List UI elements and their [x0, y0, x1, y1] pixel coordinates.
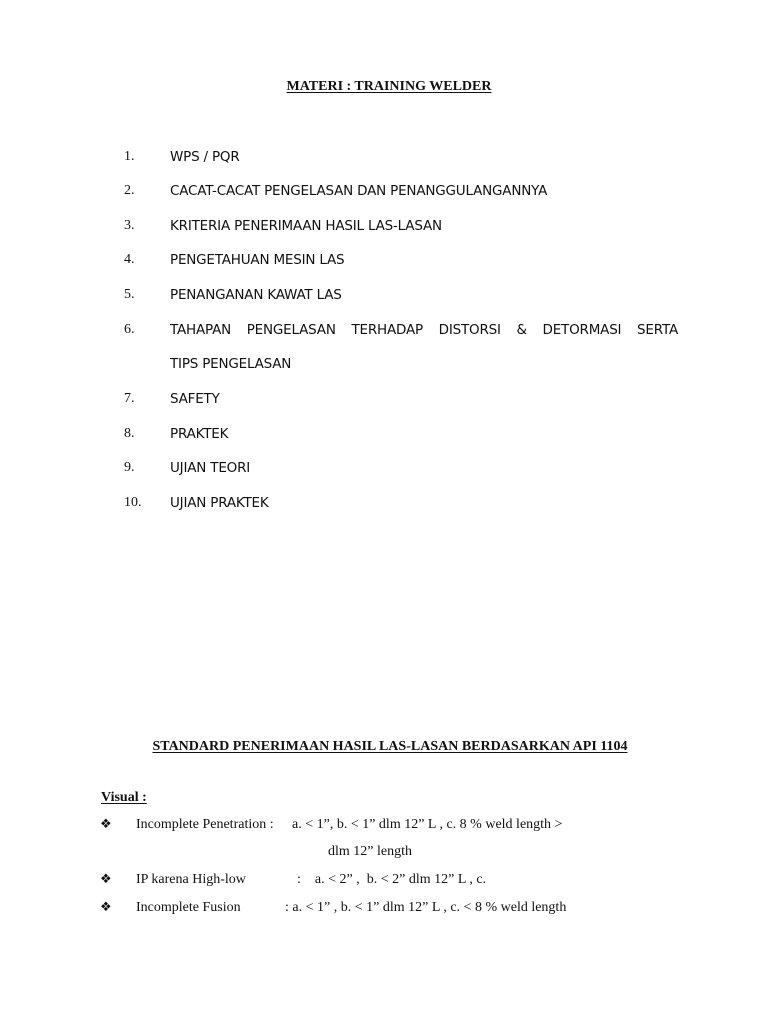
list-item — [0, 322, 768, 342]
criteria-value: a. < 1”, b. < 1” dlm 12” L , c. 8 % weld length > — [292, 817, 563, 832]
list-item-number: 7. — [124, 391, 135, 406]
criteria-value: : a. < 1” , b. < 1” dlm 12” L , c. < 8 % weld length — [285, 900, 567, 915]
criteria-item — [0, 900, 768, 920]
list-item-text: PENANGANAN KAWAT LAS — [170, 287, 342, 303]
list-item-text: UJIAN TEORI — [170, 460, 251, 476]
list-item-number: 3. — [124, 218, 135, 233]
list-item-number: 9. — [124, 460, 135, 475]
list-item-text: SAFETY — [170, 391, 220, 407]
list-item — [0, 287, 768, 307]
section-title: STANDARD PENERIMAAN HASIL LAS-LASAN BERDASARKAN API 1104 — [152, 739, 628, 754]
criteria-label: Incomplete Penetration : — [136, 817, 274, 832]
list-item-number: 4. — [124, 252, 135, 267]
list-item — [0, 149, 768, 169]
list-item — [0, 426, 768, 446]
list-item-number: 1. — [124, 149, 135, 164]
list-item-number: 8. — [124, 426, 135, 441]
page-title: MATERI : TRAINING WELDER — [286, 79, 492, 94]
list-item-text: UJIAN PRAKTEK — [170, 495, 269, 511]
list-item-number: 2. — [124, 183, 135, 198]
criteria-item — [0, 872, 768, 892]
list-item-text: PENGETAHUAN MESIN LAS — [170, 252, 345, 268]
criteria-value: : a. < 2” , b. < 2” dlm 12” L , c. — [297, 872, 487, 887]
list-item-continuation: TIPS PENGELASAN — [170, 356, 292, 372]
list-item-text: CACAT-CACAT PENGELASAN DAN PENANGGULANGANNYA — [170, 183, 548, 199]
list-item-text: KRITERIA PENERIMAAN HASIL LAS-LASAN — [170, 218, 442, 234]
list-item-number: 6. — [124, 322, 135, 337]
list-item — [0, 391, 768, 411]
list-item-number: 10. — [124, 495, 142, 510]
diamond-bullet-icon: ❖ — [100, 817, 112, 832]
criteria-label: Incomplete Fusion — [136, 900, 241, 915]
list-item — [0, 495, 768, 515]
list-item — [0, 218, 768, 238]
list-item — [0, 252, 768, 272]
criteria-label: IP karena High-low — [136, 872, 246, 887]
list-item-text: PRAKTEK — [170, 426, 229, 442]
list-item-number: 5. — [124, 287, 135, 302]
list-item — [0, 460, 768, 480]
visual-heading: Visual : — [101, 790, 147, 805]
diamond-bullet-icon: ❖ — [100, 872, 112, 887]
list-item-text: TAHAPAN PENGELASAN TERHADAP DISTORSI & DETORMASI SERTA — [170, 322, 678, 338]
criteria-item — [0, 817, 768, 837]
list-item-text: WPS / PQR — [170, 149, 240, 165]
list-item — [0, 183, 768, 203]
diamond-bullet-icon: ❖ — [100, 900, 112, 915]
criteria-continuation: dlm 12” length — [328, 844, 412, 859]
